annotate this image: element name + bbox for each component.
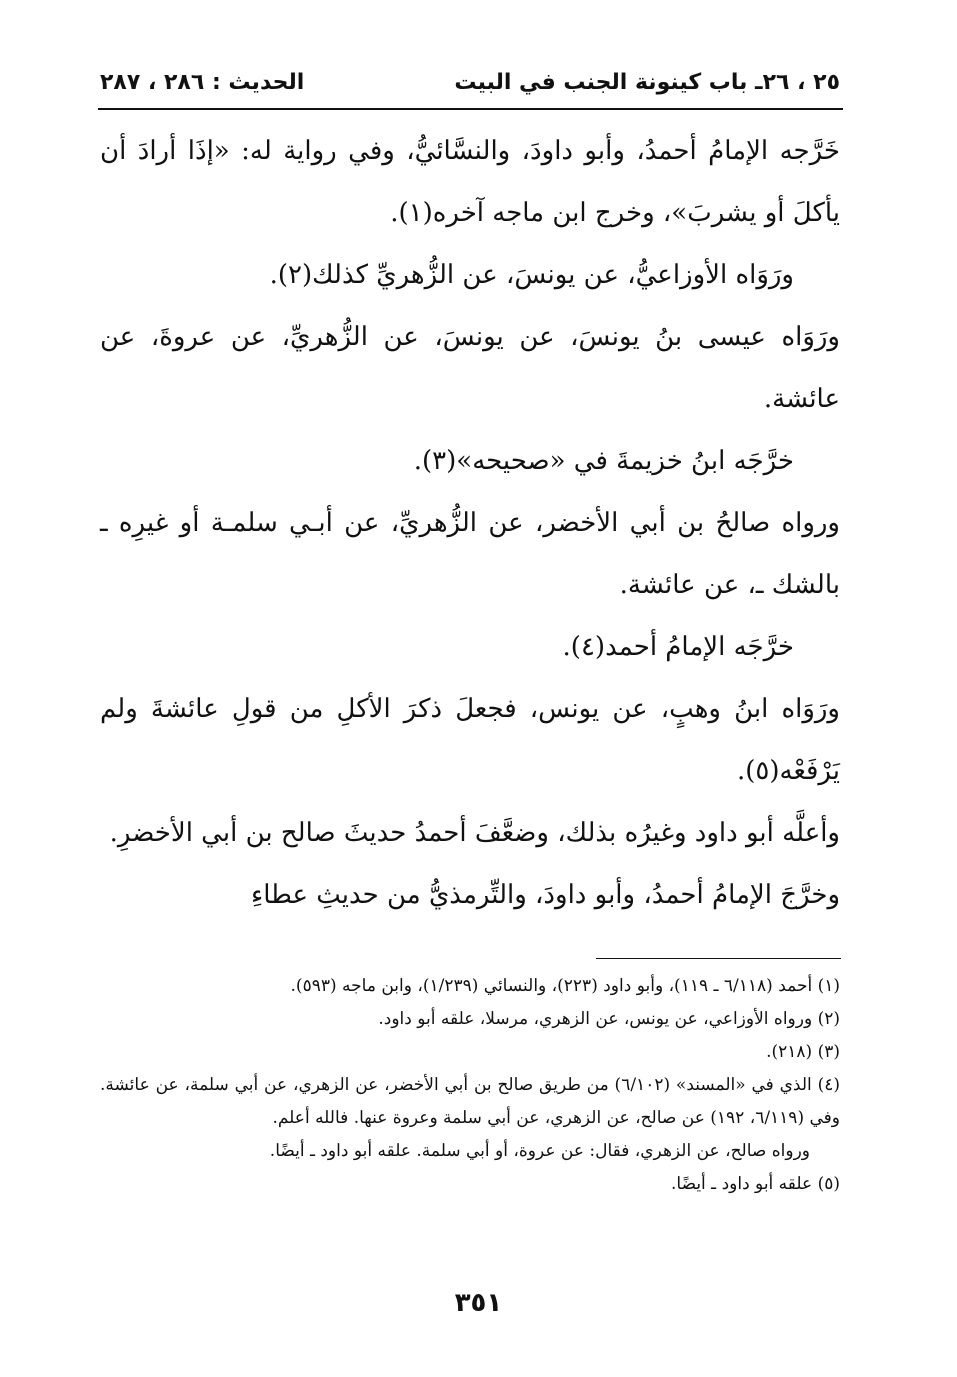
footnote: (١) أحمد (٦/١١٨ ـ ١١٩)، وأبو داود (٢٢٣)، والنسائي (١/٢٣٩)، وابن ماجه (٥٩٣). [290, 976, 840, 996]
paragraph: خرَّجَه الإمامُ أحمد(٤). [562, 632, 794, 662]
paragraph: ورَوَاه عيسى بنُ يونسَ، عن يونسَ، عن الزُّهريِّ، عن عروةَ، عن عائشة. [100, 322, 840, 414]
footnote: (٥) علقه أبو داود ـ أيضًا. [671, 1174, 840, 1194]
main-text [100, 120, 840, 926]
running-header [100, 70, 840, 104]
footnote: (٢) ورواه الأوزاعي، عن يونس، عن الزهري، مرسلا، علقه أبو داود. [378, 1009, 840, 1029]
footnotes [100, 970, 840, 1201]
hadith-numbers: الحديث : ٢٨٦ ، ٢٨٧ [100, 70, 305, 95]
footnote-continuation: ورواه صالح، عن الزهري، فقال: عن عروة، أو أبي سلمة. علقه أبو داود ـ أيضًا. [269, 1141, 810, 1161]
paragraph: ورَوَاه ابنُ وهبٍ، عن يونس، فجعلَ ذكرَ الأكلِ من قولِ عائشةَ ولم يَرْفَعْه(٥). [100, 694, 840, 786]
chapter-title: ٢٥ ، ٢٦ـ باب كينونة الجنب في البيت [454, 70, 840, 95]
footnote: (٣) (٢١٨). [766, 1042, 840, 1062]
paragraph: ورَوَاه الأوزاعيُّ، عن يونسَ، عن الزُّهريِّ كذلك(٢). [269, 260, 794, 290]
footnote-separator [596, 958, 841, 959]
paragraph: وخرَّجَ الإمامُ أحمدُ، وأبو داودَ، والتِّرمذيُّ من حديثِ عطاءِ [250, 880, 840, 910]
header-rule [98, 108, 843, 110]
page-number: ٣٥١ [454, 1288, 503, 1318]
paragraph: ورواه صالحُ بن أبي الأخضر، عن الزُّهريِّ، عن أبـي سلمـة أو غيرِه ـ بالشك ـ، عن عائشة. [100, 508, 840, 600]
footnote: (٤) الذي في «المسند» (٦/١٠٢) من طريق صالح بن أبي الأخضر، عن الزهري، عن أبي سلمة، عن عائشة. وفي (٦/١١٩، ١٩٢) عن صالح، عن الزهري، عن أبي سلمة وعروة عنها. فالله أعلم. [100, 1075, 841, 1128]
paragraph: وأعلَّه أبو داود وغيرُه بذلك، وضعَّفَ أحمدُ حديثَ صالح بن أبي الأخضرِ. [109, 818, 840, 848]
paragraph: خرَّجَه ابنُ خزيمةَ في «صحيحه»(٣). [413, 446, 794, 476]
paragraph: خَرَّجه الإمامُ أحمدُ، وأبو داودَ، والنسَّائيُّ، وفي رواية له: «إذَا أرادَ أن يأكلَ أو يشربَ»، وخرج ابن ماجه آخره(١). [100, 136, 840, 228]
